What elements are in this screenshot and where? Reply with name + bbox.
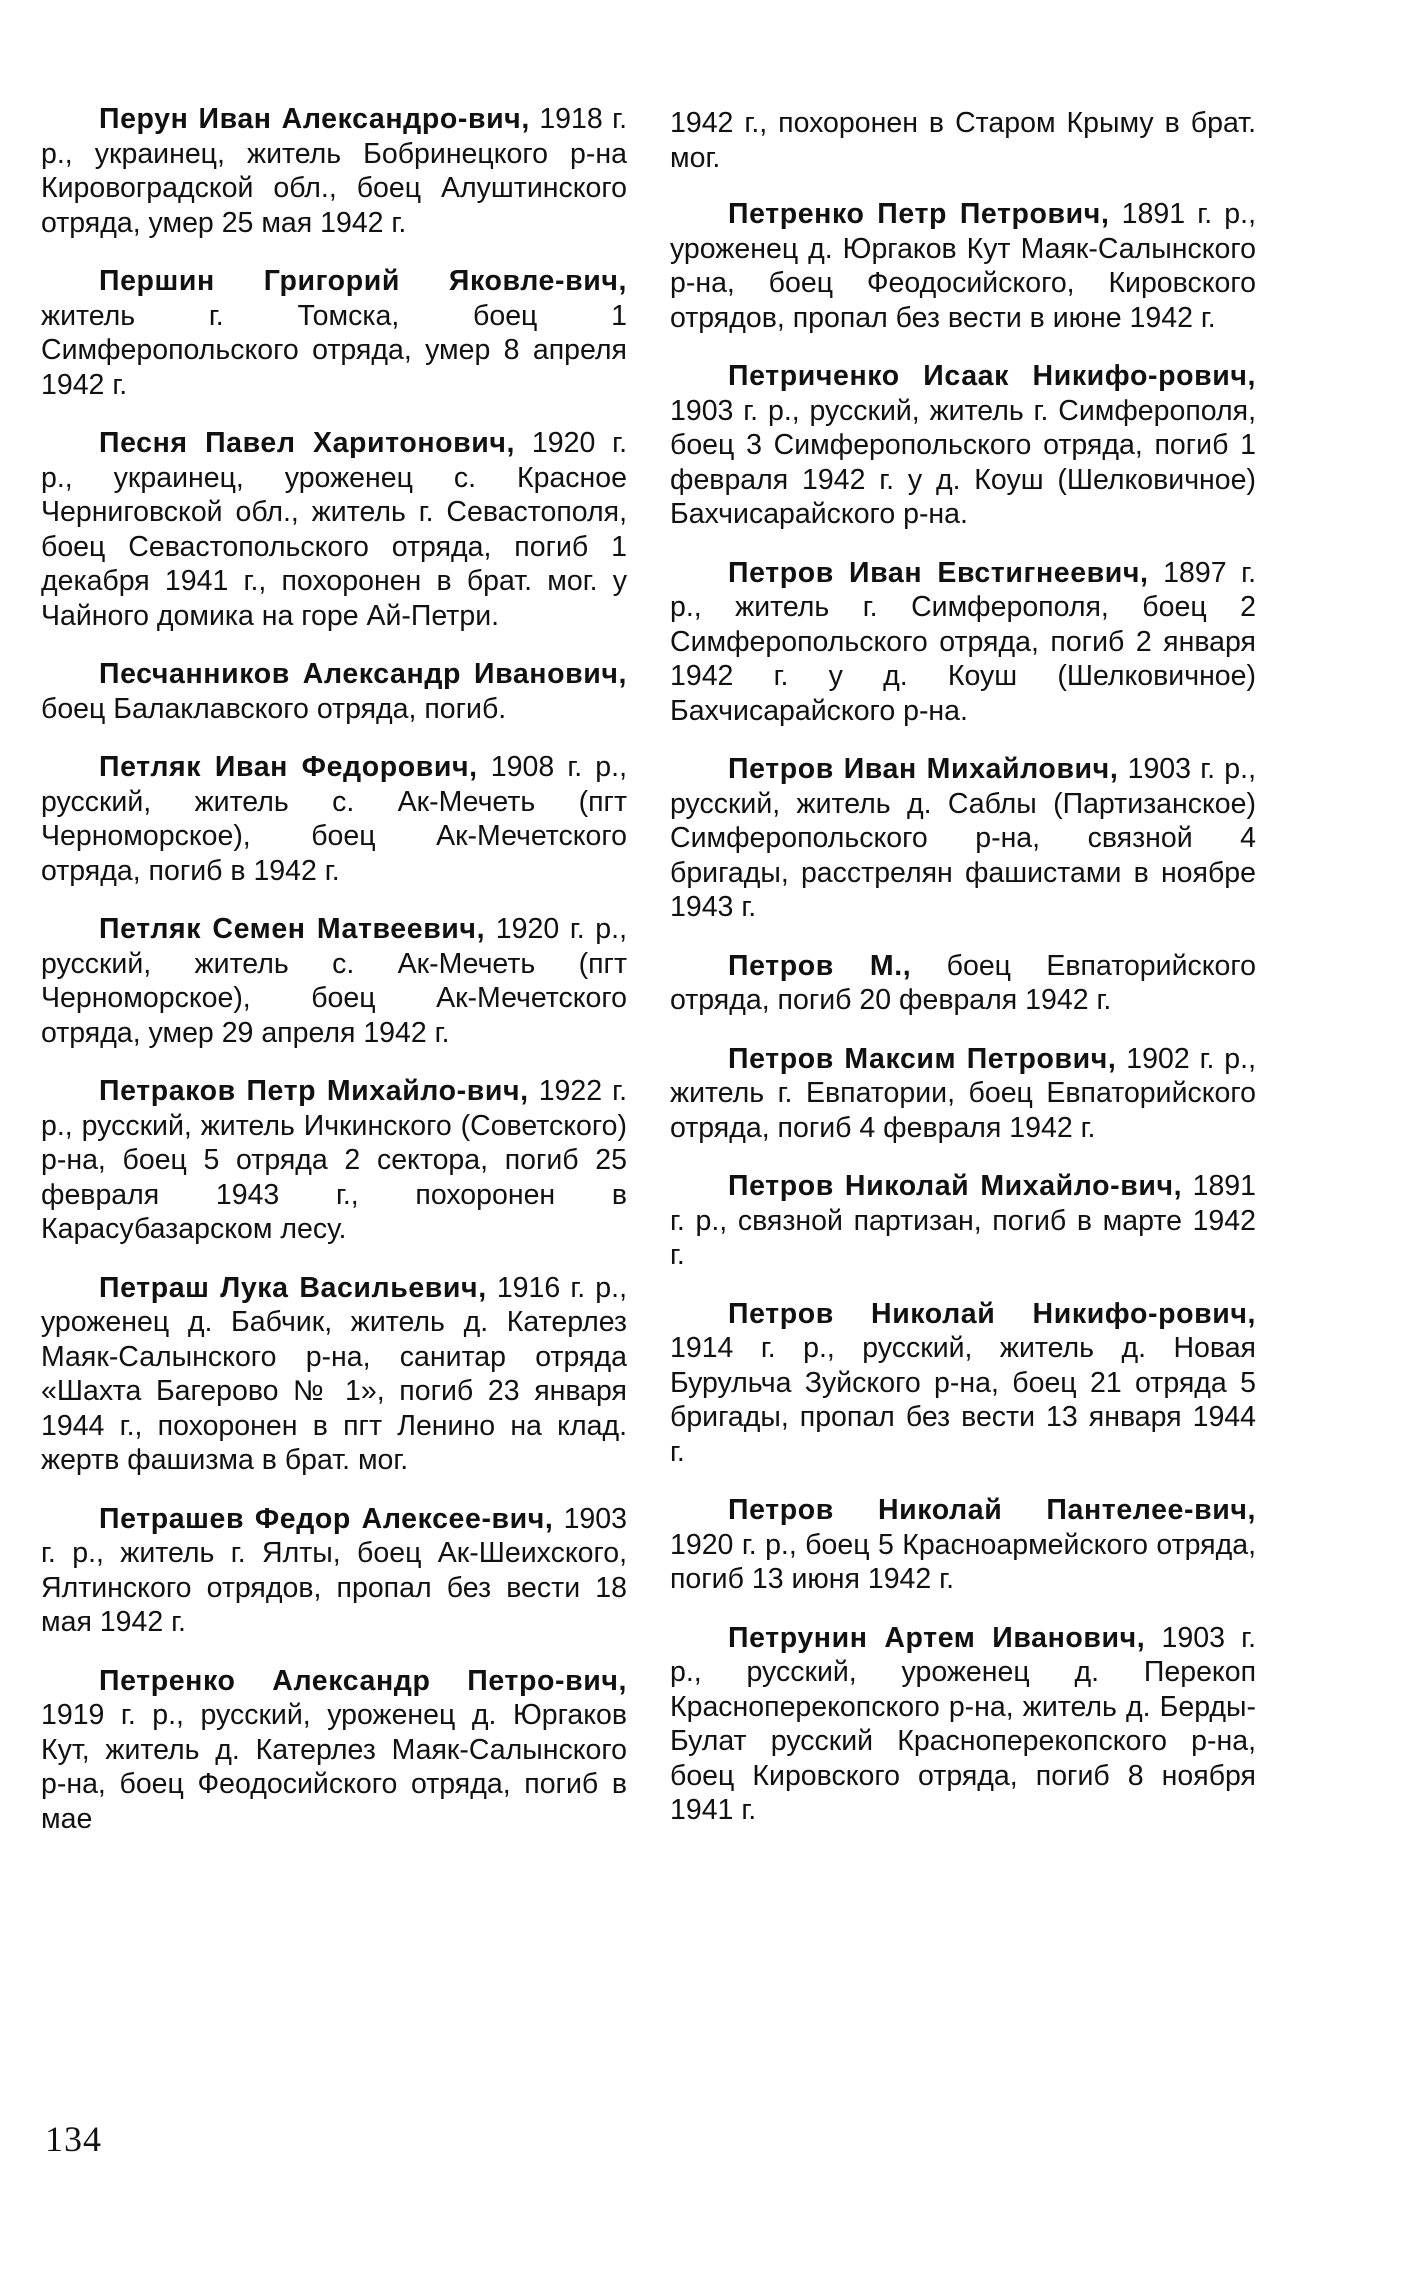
entry-text: 1891 г. р., связной партизан, погиб в марте 1942 г. xyxy=(670,1170,1256,1271)
entry-text: 1916 г. р., уроженец д. Бабчик, житель д. Катерлез Маяк-Салынского р-на, санитар отряда «Шахта Багерово № 1», погиб 23 января 1944 г., похоронен в пгт Ленино на клад. жертв фашизма в брат. мог. xyxy=(41,1271,627,1476)
entry-text: 1918 г. р., украинец, житель Бобринецкого р-на Кировоградской обл., боец Алуштинского отряда, умер 25 мая 1942 г. xyxy=(41,103,628,239)
list-item xyxy=(41,912,627,1050)
entry-name: Петров Иван Михайлович, xyxy=(728,753,1119,785)
list-item xyxy=(670,752,1256,925)
entry-name: Петров Николай Пантелее-вич, xyxy=(728,1494,1256,1526)
entry-text: 1903 г. р., житель г. Ялты, боец Ак-Шеихского, Ялтинского отрядов, пропал без вести 18 мая 1942 г. xyxy=(41,1502,627,1638)
list-item xyxy=(41,1271,627,1478)
list-item xyxy=(41,426,627,633)
entry-name: Петренко Петр Петрович, xyxy=(728,198,1110,230)
list-item xyxy=(670,949,1256,1018)
entry-name: Петриченко Исаак Никифо-рович, xyxy=(728,360,1256,392)
entry-text: житель г. Томска, боец 1 Симферопольского отряда, умер 8 апреля 1942 г. xyxy=(41,299,627,401)
entry-name: Петраш Лука Васильевич, xyxy=(99,1271,487,1304)
entry-name: Петров Иван Евстигнеевич, xyxy=(728,556,1149,589)
entry-name: Петров Николай Михайло-вич, xyxy=(728,1170,1183,1202)
entry-name: Петренко Александр Петро-вич, xyxy=(99,1664,627,1697)
list-item xyxy=(670,359,1256,532)
entry-text: 1903 г. р., русский, житель д. Саблы (Партизанское) Симферопольского р-на, связной 4 бригады, расстрелян фашистами в ноябре 1943 г. xyxy=(670,753,1256,923)
list-item xyxy=(41,1664,627,1837)
entry-text: боец Евпаторийского отряда, погиб 20 февраля 1942 г. xyxy=(670,949,1256,1016)
list-item xyxy=(670,1297,1256,1470)
entry-text: 1891 г. р., уроженец д. Юргаков Кут Маяк-Салынского р-на, боец Феодосийского, Кировского отрядов, пропал без вести в июне 1942 г. xyxy=(670,198,1256,334)
entry-text: боец Балаклавского отряда, погиб. xyxy=(41,692,507,725)
left-column xyxy=(41,102,627,1860)
entry-text: 1920 г. р., украинец, уроженец с. Красное Черниговской обл., житель г. Севастополя, боец Севастопольского отряда, погиб 1 декабря 1941 г., похоронен в брат. мог. у Чайного домика на горе Ай-Петри. xyxy=(41,427,627,632)
entry-text: 1920 г. р., боец 5 Красноармейского отряда, погиб 13 июня 1942 г. xyxy=(670,1528,1256,1595)
list-item xyxy=(670,1169,1256,1273)
entry-text: 1902 г. р., житель г. Евпатории, боец Евпаторийского отряда, погиб 4 февраля 1942 г. xyxy=(670,1042,1256,1144)
entry-text: 1914 г. р., русский, житель д. Новая Бурульча Зуйского р-на, боец 21 отряда 5 бригады, пропал без вести 13 января 1944 г. xyxy=(670,1332,1256,1468)
list-item xyxy=(41,1502,627,1640)
entry-name: Петров Николай Никифо-рович, xyxy=(728,1297,1256,1330)
entry-name: Першин Григорий Яковле-вич, xyxy=(99,265,627,297)
entry-text: 1922 г. р., русский, житель Ичкинского (Советского) р-на, боец 5 отряда 2 сектора, погиб 25 февраля 1943 г., похоронен в Карасубазарском лесу. xyxy=(41,1075,628,1245)
list-item xyxy=(41,750,627,888)
page-number: 134 xyxy=(45,2119,102,2159)
list-item xyxy=(670,1493,1256,1597)
entry-name: Петрашев Федор Алексее-вич, xyxy=(99,1502,554,1535)
entry-text: 1903 г. р., русский, уроженец д. Перекоп Красноперекопского р-на, житель д. Берды-Булат русский Красноперекопского р-на, боец Кировского отряда, погиб 8 ноября 1941 г. xyxy=(670,1621,1256,1826)
list-item xyxy=(670,1042,1256,1146)
list-item xyxy=(41,657,627,726)
entry-name: Петляк Семен Матвеевич, xyxy=(99,913,486,945)
entry-text: 1920 г. р., русский, житель с. Ак-Мечеть (пгт Черноморское), боец Ак-Мечетского отряда, умер 29 апреля 1942 г. xyxy=(41,913,627,1049)
entry-text: 1897 г. р., житель г. Симферополя, боец 2 Симферопольского отряда, погиб 2 января 1942 г. у д. Коуш (Шелковичное) Бахчисарайского р-на. xyxy=(670,556,1256,727)
entry-name: Песчанников Александр Иванович, xyxy=(99,658,627,690)
entry-name: Петрунин Артем Иванович, xyxy=(728,1621,1146,1654)
entry-text: 1903 г. р., русский, житель г. Симферополя, боец 3 Симферопольского отряда, погиб 1 февраля 1942 г. у д. Коуш (Шелковичное) Бахчисарайского р-на. xyxy=(670,394,1256,530)
entry-name: Петров М., xyxy=(728,949,912,982)
list-item xyxy=(41,102,627,240)
entry-name: Петраков Петр Михайло-вич, xyxy=(99,1075,529,1107)
entry-name: Петров Максим Петрович, xyxy=(728,1042,1117,1075)
entry-name: Перун Иван Александро-вич, xyxy=(99,103,530,135)
list-item xyxy=(670,197,1256,335)
entry-name: Петляк Иван Федорович, xyxy=(99,751,478,783)
right-column xyxy=(670,106,1256,1852)
list-item xyxy=(670,556,1256,729)
list-item xyxy=(670,1621,1256,1828)
entry-continuation: 1942 г., похоронен в Старом Крыму в брат. мог. xyxy=(670,107,1256,174)
list-item xyxy=(41,1074,627,1247)
entry-text: 1908 г. р., русский, житель с. Ак-Мечеть (пгт Черноморское), боец Ак-Мечетского отряда, погиб в 1942 г. xyxy=(41,751,627,887)
entry-name: Песня Павел Харитонович, xyxy=(99,427,516,459)
list-item xyxy=(41,264,627,402)
entry-text: 1919 г. р., русский, уроженец д. Юргаков Кут, житель д. Катерлез Маяк-Салынского р-на, боец Феодосийского отряда, погиб в мае xyxy=(41,1699,627,1835)
